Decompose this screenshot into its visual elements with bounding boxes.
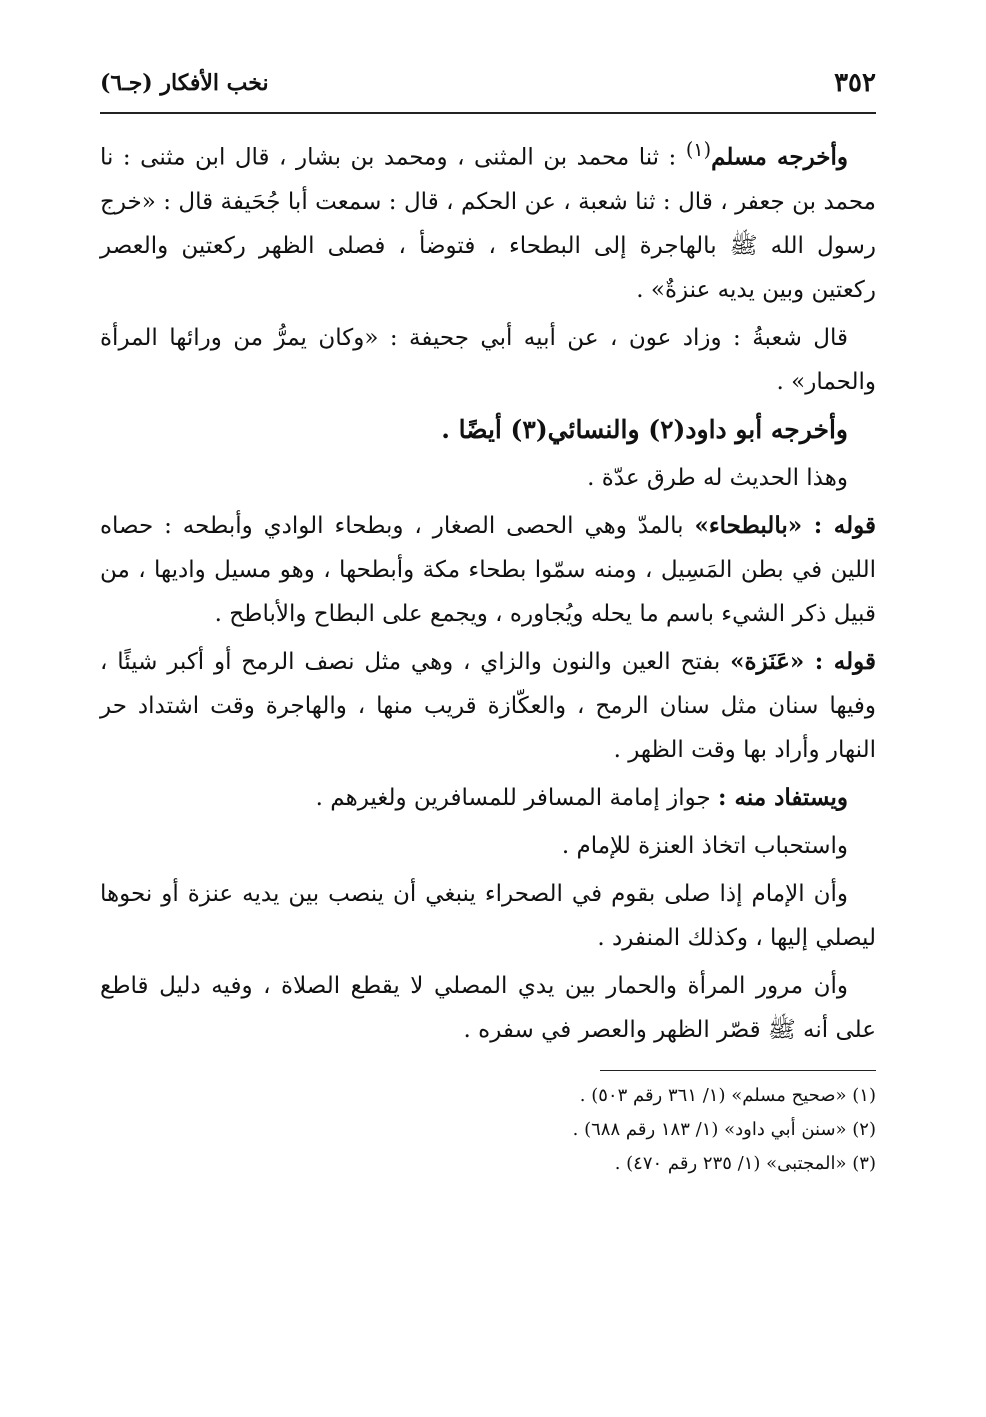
paragraph-text: وأن مرور المرأة والحمار بين يدي المصلي لا يقطع الصلاة ، وفيه دليل قاطع على أنه ﷺ قصّر الظهر والعصر في سفره . — [100, 972, 876, 1043]
paragraph-benefit-anaza — [100, 824, 876, 868]
paragraph-benefit-imam — [100, 872, 876, 960]
paragraph-text: واستحباب اتخاذ العنزة للإمام . — [561, 832, 848, 859]
paragraph-text: بالمدّ وهي الحصى الصغار ، وبطحاء الوادي وأبطحه : حصاه اللين في بطن المَسِيل ، ومنه سمّوا بطحاء مكة وأبطحها ، وهو مسيل واديها ، من قبيل ذكر الشيء باسم ما يحله ويُجاوره ، ويجمع على البطاح والأباطح . — [100, 512, 876, 627]
book-page — [100, 62, 876, 1181]
paragraph-muslim-narration — [100, 128, 876, 312]
running-title: نخب الأفكار (جـ٦) — [100, 70, 269, 96]
page-number: ٣٥٢ — [834, 68, 876, 98]
paragraph-text: بفتح العين والنون والزاي ، وهي مثل نصف الرمح أو أكبر شيئًا ، وفيها سنان مثل سنان الرمح ، والعكّازة قريب منها ، والهاجرة وقت اشتداد حر النهار وأراد بها وقت الظهر . — [100, 648, 876, 763]
page-header — [100, 62, 876, 114]
paragraph-lead: وأخرجه أبو داود(٢) والنسائي(٣) أيضًا . — [441, 414, 848, 444]
paragraph-routes — [100, 456, 876, 500]
paragraph-benefit-passing — [100, 964, 876, 1052]
footnote-ref: (١) — [685, 138, 712, 161]
footnote-1: (١) «صحيح مسلم» (١/ ٣٦١ رقم ٥٠٣) . — [579, 1084, 876, 1106]
paragraph-text: : ثنا محمد بن المثنى ، ومحمد بن بشار ، قال ابن مثنى : نا محمد بن جعفر ، قال : ثنا شعبة ، عن الحكم ، قال : سمعت أبا جُحَيفة قال : «خرج رسول الله ﷺ بالهاجرة إلى البطحاء ، فتوضأ ، فصلى الظهر ركعتين والعصر ركعتين وبين يديه عنزةٌ» . — [100, 144, 876, 303]
paragraph-bathaa — [100, 504, 876, 636]
footnote-2: (٢) «سنن أبي داود» (١/ ١٨٣ رقم ٦٨٨) . — [572, 1118, 876, 1140]
paragraph-lead: وأخرجه مسلم — [711, 143, 848, 171]
paragraph-text: جواز إمامة المسافر للمسافرين ولغيرهم . — [315, 784, 719, 811]
paragraph-benefits — [100, 776, 876, 820]
paragraph-shuba-addition — [100, 316, 876, 404]
paragraph-text: وأن الإمام إذا صلى بقوم في الصحراء ينبغي أن ينصب بين يديه عنزة أو نحوها ليصلي إليها ، وكذلك المنفرد . — [100, 880, 876, 951]
paragraph-text: وهذا الحديث له طرق عدّة . — [587, 464, 848, 491]
footnotes — [572, 1070, 876, 1181]
paragraph-lead: قوله : «بالبطحاء» — [694, 511, 877, 539]
footnote-3: (٣) «المجتبى» (١/ ٢٣٥ رقم ٤٧٠) . — [614, 1152, 876, 1174]
main-text — [100, 128, 876, 1052]
paragraph-text: قال شعبةُ : وزاد عون ، عن أبيه أبي جحيفة : «وكان يمرُّ من ورائها المرأة والحمار» . — [100, 324, 876, 395]
paragraph-lead: ويستفاد منه : — [718, 783, 848, 811]
paragraph-lead: قوله : «عَنَزة» — [730, 647, 877, 675]
paragraph-anaza — [100, 640, 876, 772]
paragraph-other-sources — [100, 408, 876, 452]
